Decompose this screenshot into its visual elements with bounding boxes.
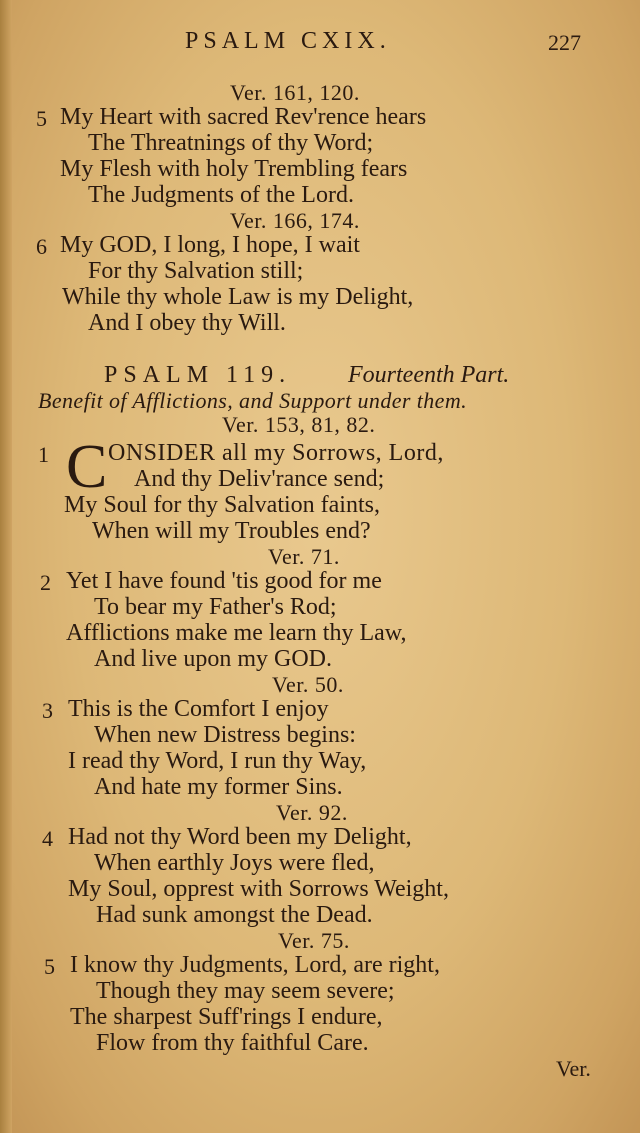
stanza-number: 5 (44, 954, 55, 979)
verse-line: My Heart with sacred Rev'rence hears (60, 104, 427, 130)
verse-reference: Ver. 92. (276, 800, 348, 825)
verse-line: And live upon my GOD. (94, 646, 332, 672)
page-edge (0, 0, 12, 1133)
stanza-number: 2 (40, 570, 51, 595)
verse-line: Had sunk amongst the Dead. (96, 902, 373, 928)
stanza-number: 6 (36, 234, 47, 259)
verse-reference: Ver. 71. (268, 544, 340, 569)
verse-line: When will my Troubles end? (92, 518, 371, 544)
page-number: 227 (548, 30, 581, 55)
drop-cap: C (66, 433, 108, 501)
section-heading-part: Fourteenth Part. (348, 362, 510, 388)
verse-line: Yet I have found 'tis good for me (66, 568, 382, 594)
section-heading: PSALM 119. (104, 362, 292, 388)
section-subtitle: Benefit of Afflictions, and Support under them. (38, 388, 468, 413)
verse-line: The Threatnings of thy Word; (88, 130, 374, 156)
catchword: Ver. (556, 1056, 591, 1081)
verse-reference: Ver. 153, 81, 82. (222, 412, 376, 437)
verse-line: I know thy Judgments, Lord, are right, (70, 952, 440, 978)
verse-line: Flow from thy faithful Care. (96, 1030, 369, 1056)
verse-reference: Ver. 75. (278, 928, 350, 953)
verse-line: My Soul, opprest with Sorrows Weight, (68, 876, 449, 902)
verse-line: ONSIDER all my Sorrows, Lord, (108, 440, 444, 466)
verse-line: To bear my Father's Rod; (94, 594, 337, 620)
verse-reference: Ver. 161, 120. (230, 80, 360, 105)
stanza-number: 4 (42, 826, 53, 851)
verse-line: While thy whole Law is my Delight, (62, 284, 414, 310)
verse-line: Afflictions make me learn thy Law, (66, 620, 407, 646)
running-title: PSALM CXIX. (185, 28, 391, 54)
stanza-number: 3 (42, 698, 53, 723)
verse-line: When new Distress begins: (94, 722, 356, 748)
verse-line: And thy Deliv'rance send; (134, 466, 385, 492)
verse-line: My Flesh with holy Trembling fears (60, 156, 408, 182)
verse-line: Though they may seem severe; (96, 978, 395, 1004)
verse-line: My Soul for thy Salvation faints, (64, 492, 380, 518)
verse-line: And I obey thy Will. (88, 310, 286, 336)
verse-line: My GOD, I long, I hope, I wait (60, 232, 360, 258)
stanza-number: 5 (36, 106, 47, 131)
verse-line: This is the Comfort I enjoy (68, 696, 329, 722)
verse-line: The Judgments of the Lord. (88, 182, 354, 208)
stanza-number: 1 (38, 442, 49, 467)
verse-line: The sharpest Suff'rings I endure, (70, 1004, 383, 1030)
verse-reference: Ver. 166, 174. (230, 208, 360, 233)
verse-line: When earthly Joys were fled, (94, 850, 375, 876)
verse-line: Had not thy Word been my Delight, (68, 824, 412, 850)
verse-line: I read thy Word, I run thy Way, (68, 748, 367, 774)
verse-reference: Ver. 50. (272, 672, 344, 697)
verse-line: For thy Salvation still; (88, 258, 304, 284)
verse-line: And hate my former Sins. (94, 774, 343, 800)
